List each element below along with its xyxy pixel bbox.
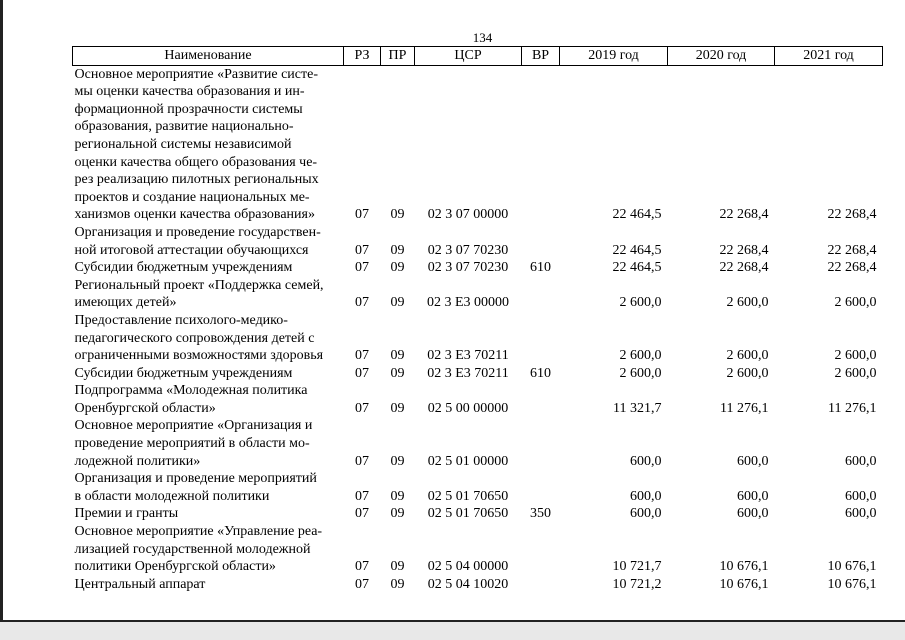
table-row xyxy=(73,277,883,312)
row-name-line: Субсидии бюджетным учреждениям xyxy=(74,365,293,381)
row-name-line: Субсидии бюджетным учреждениям xyxy=(74,260,293,276)
row-rz: 07 xyxy=(355,207,369,223)
row-vr: 610 xyxy=(530,260,551,276)
row-csr: 02 3 07 70230 xyxy=(427,260,509,276)
row-csr: 02 3 Е3 70211 xyxy=(427,365,509,381)
row-vr xyxy=(522,312,560,365)
row-value-2019: 10 721,7 xyxy=(612,559,662,575)
row-value-2019: 600,0 xyxy=(630,506,662,522)
row-name-line: рез реализацию пилотных региональных xyxy=(74,172,319,188)
table-row xyxy=(73,65,883,224)
row-value-2021: 22 268,4 xyxy=(827,207,877,223)
row-csr: 02 5 01 00000 xyxy=(427,453,509,469)
row-rz: 07 xyxy=(355,506,369,522)
row-csr: 02 3 Е3 00000 xyxy=(426,295,510,311)
row-pr: 09 xyxy=(390,207,405,223)
row-rz: 07 xyxy=(355,365,369,381)
row-name-line: Центральный аппарат xyxy=(74,576,206,592)
row-value-2020: 22 268,4 xyxy=(719,207,769,223)
header-rz: РЗ xyxy=(344,47,381,66)
table-row xyxy=(73,505,883,523)
row-vr: 350 xyxy=(530,506,551,522)
row-rz: 07 xyxy=(355,260,369,276)
row-pr: 09 xyxy=(390,453,405,469)
row-name-line: проведение мероприятий в области мо- xyxy=(74,436,310,452)
row-rz: 07 xyxy=(355,348,369,364)
row-pr: 09 xyxy=(390,559,405,575)
row-value-2020: 10 676,1 xyxy=(719,576,769,592)
row-value-2021: 10 676,1 xyxy=(827,576,877,592)
row-csr: 02 5 01 70650 xyxy=(427,488,509,504)
scan-margin-bottom xyxy=(0,622,905,640)
row-name-line: лизацией государственной молодежной xyxy=(74,541,311,557)
row-name xyxy=(73,417,344,470)
page-number: 134 xyxy=(472,30,493,45)
row-name xyxy=(73,224,344,259)
row-name-line: Основное мероприятие «Развитие систе- xyxy=(74,66,318,82)
header-2021: 2021 год xyxy=(775,47,883,66)
row-name xyxy=(73,312,344,365)
row-value-2019: 600,0 xyxy=(630,488,662,504)
row-vr xyxy=(522,277,560,312)
row-value-2019: 11 321,7 xyxy=(613,400,662,416)
row-value-2020: 11 276,1 xyxy=(720,400,769,416)
scan-edge-left xyxy=(0,0,3,622)
row-name-line: региональной системы независимой xyxy=(74,136,292,152)
row-csr: 02 3 Е3 70211 xyxy=(427,348,509,364)
row-value-2019: 10 721,2 xyxy=(612,576,662,592)
row-value-2020: 22 268,4 xyxy=(719,260,769,276)
row-name-line: имеющих детей» xyxy=(74,295,177,311)
row-name xyxy=(73,382,344,417)
header-name: Наименование xyxy=(73,47,344,66)
row-name-line: педагогического сопровождения детей с xyxy=(74,330,315,346)
row-name-line: ной итоговой аттестации обучающихся xyxy=(74,242,309,258)
row-name-line: Региональный проект «Поддержка семей, xyxy=(74,277,324,293)
row-name-line: Организация и проведение государствен- xyxy=(74,224,321,240)
row-csr: 02 5 04 10020 xyxy=(427,576,509,592)
row-value-2021: 22 268,4 xyxy=(827,260,877,276)
row-value-2019: 2 600,0 xyxy=(619,295,662,311)
budget-table xyxy=(72,46,883,593)
row-name-line: оценки качества общего образования че- xyxy=(74,154,318,170)
table-header-row xyxy=(73,47,883,66)
header-2019: 2019 год xyxy=(560,47,668,66)
row-csr: 02 5 01 70650 xyxy=(427,506,509,522)
row-value-2021: 2 600,0 xyxy=(834,348,877,364)
table-row xyxy=(73,470,883,505)
row-name xyxy=(73,65,344,224)
row-vr xyxy=(522,224,560,259)
row-pr: 09 xyxy=(390,295,405,311)
row-vr: 610 xyxy=(530,365,551,381)
row-name-line: Премии и гранты xyxy=(74,506,179,522)
row-value-2020: 600,0 xyxy=(737,488,769,504)
row-vr xyxy=(522,382,560,417)
row-rz: 07 xyxy=(355,488,369,504)
row-csr: 02 3 07 00000 xyxy=(427,207,509,223)
table-row xyxy=(73,523,883,576)
row-value-2021: 600,0 xyxy=(845,506,877,522)
row-pr: 09 xyxy=(390,365,405,381)
row-name-line: мы оценки качества образования и ин- xyxy=(74,84,305,100)
row-value-2019: 2 600,0 xyxy=(619,365,662,381)
row-pr: 09 xyxy=(390,260,405,276)
row-pr: 09 xyxy=(390,242,405,258)
row-name-line: лодежной политики» xyxy=(74,453,201,469)
row-value-2021: 22 268,4 xyxy=(827,242,877,258)
row-csr: 02 3 07 70230 xyxy=(427,242,509,258)
row-name-line: образования, развитие национально- xyxy=(74,119,294,135)
row-value-2021: 600,0 xyxy=(845,453,877,469)
row-name xyxy=(73,259,344,277)
row-rz: 07 xyxy=(355,576,369,592)
row-name xyxy=(73,277,344,312)
table-row xyxy=(73,576,883,594)
row-vr xyxy=(522,523,560,576)
row-value-2020: 600,0 xyxy=(737,506,769,522)
row-name-line: формационной прозрачности системы xyxy=(74,101,303,117)
row-value-2019: 600,0 xyxy=(630,453,662,469)
row-name-line: Предоставление психолого-медико- xyxy=(74,312,288,328)
row-value-2021: 11 276,1 xyxy=(828,400,877,416)
row-vr xyxy=(522,65,560,224)
row-value-2021: 10 676,1 xyxy=(827,559,877,575)
row-value-2019: 22 464,5 xyxy=(612,207,662,223)
row-value-2020: 2 600,0 xyxy=(726,365,769,381)
row-value-2021: 600,0 xyxy=(845,488,877,504)
row-name-line: ограниченными возможностями здоровья xyxy=(74,348,324,364)
row-csr: 02 5 00 00000 xyxy=(427,400,509,416)
row-name xyxy=(73,505,344,523)
row-name xyxy=(73,576,344,594)
row-value-2020: 22 268,4 xyxy=(719,242,769,258)
row-vr xyxy=(522,470,560,505)
table-row xyxy=(73,417,883,470)
row-rz: 07 xyxy=(355,242,369,258)
row-value-2019: 2 600,0 xyxy=(619,348,662,364)
row-csr: 02 5 04 00000 xyxy=(427,559,509,575)
row-name xyxy=(73,523,344,576)
row-value-2021: 2 600,0 xyxy=(834,365,877,381)
header-2020: 2020 год xyxy=(668,47,775,66)
row-value-2020: 2 600,0 xyxy=(726,348,769,364)
row-name-line: политики Оренбургской области» xyxy=(74,559,276,575)
row-pr: 09 xyxy=(390,400,405,416)
row-value-2020: 10 676,1 xyxy=(719,559,769,575)
table-row xyxy=(73,382,883,417)
row-name-line: Организация и проведение мероприятий xyxy=(74,471,317,487)
row-name-line: Подпрограмма «Молодежная политика xyxy=(74,383,308,399)
row-pr: 09 xyxy=(390,506,405,522)
row-value-2019: 22 464,5 xyxy=(612,260,662,276)
table-row xyxy=(73,365,883,383)
row-rz: 07 xyxy=(355,559,369,575)
row-vr xyxy=(522,417,560,470)
table-row xyxy=(73,259,883,277)
row-name xyxy=(73,470,344,505)
row-value-2019: 22 464,5 xyxy=(612,242,662,258)
row-name-line: Оренбургской области» xyxy=(74,400,216,416)
row-rz: 07 xyxy=(355,453,369,469)
row-name-line: проектов и создание национальных ме- xyxy=(74,189,310,205)
row-rz: 07 xyxy=(355,295,369,311)
row-pr: 09 xyxy=(390,488,405,504)
row-name-line: ханизмов оценки качества образования» xyxy=(74,207,315,223)
table-body xyxy=(73,65,883,593)
row-pr: 09 xyxy=(390,576,405,592)
row-name-line: Основное мероприятие «Управление реа- xyxy=(74,524,323,540)
row-name-line: в области молодежной политики xyxy=(74,488,270,504)
row-value-2020: 600,0 xyxy=(737,453,769,469)
table-row xyxy=(73,312,883,365)
row-value-2021: 2 600,0 xyxy=(834,295,877,311)
header-pr: ПР xyxy=(381,47,415,66)
table-row xyxy=(73,224,883,259)
row-vr xyxy=(522,576,560,594)
row-value-2020: 2 600,0 xyxy=(726,295,769,311)
row-pr: 09 xyxy=(390,348,405,364)
row-name-line: Основное мероприятие «Организация и xyxy=(74,418,313,434)
row-rz: 07 xyxy=(355,400,369,416)
header-vr: ВР xyxy=(522,47,560,66)
header-csr: ЦСР xyxy=(415,47,522,66)
row-name xyxy=(73,365,344,383)
